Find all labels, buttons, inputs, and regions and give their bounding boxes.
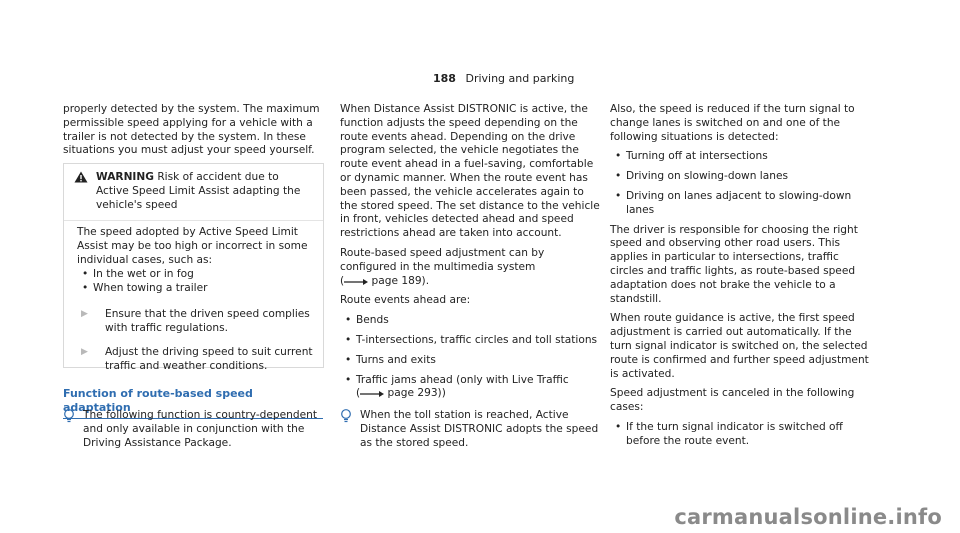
warning-triangle-icon (74, 171, 96, 212)
warning-title-text: Risk of accident due to Active Speed Limit Assist adapting the vehicle's speed (96, 171, 301, 211)
page-reference-link[interactable]: page 293)) (387, 387, 446, 400)
warning-label: WARNING (96, 171, 154, 183)
warning-box (63, 163, 324, 372)
play-arrow-icon: ▶ (81, 346, 88, 357)
page-reference-arrow-icon (360, 389, 384, 397)
list-item: • If the turn signal indicator is switched off before the route event. (610, 421, 872, 449)
paragraph: When Distance Assist DISTRONIC is active, the function adjusts the speed depending on the route events ahead. Depending on the drive program selected, the vehicle negotiates the route event ahead in a fuel-saving, comfortable or dynamic manner. When the route event has been passed, the vehicle accelerates again to the stored speed. The set distance to the vehicle in front, vehicles detected ahead and speed restrictions ahead are taken into account. (340, 103, 600, 240)
page-number: 188 (433, 72, 456, 85)
note-block (340, 409, 602, 450)
play-arrow-icon: ▶ (81, 309, 88, 320)
warning-list (77, 268, 313, 296)
warning-body-text: The speed adopted by Active Speed Limit Assist may be too high or incorrect in some individual cases, such as: (77, 226, 308, 266)
note-text: The following function is country-dependent and only available in conjunction with the Driving Assistance Package. (83, 409, 317, 449)
cancel-cases-list (610, 421, 872, 449)
warning-step (77, 308, 313, 336)
paragraph: Route events ahead are: (340, 294, 471, 307)
column-1 (63, 103, 325, 158)
list-item: • In the wet or in fog (77, 268, 313, 282)
warning-body (64, 221, 323, 373)
paragraph: Route-based speed adjustment can by configured in the multimedia system ( page 189). (340, 246, 545, 287)
list-item-text: Traffic jams ahead (only with Live Traffic (356, 373, 569, 386)
column-2 (340, 103, 602, 451)
warning-title (96, 171, 313, 212)
note-text: When the toll station is reached, Active Distance Assist DISTRONIC adopts the speed as the stored speed. (360, 409, 599, 449)
warning-step (77, 346, 313, 374)
column-3 (610, 103, 872, 449)
list-item: • Turns and exits (340, 354, 602, 368)
situations-list (610, 150, 872, 217)
intro-paragraph: properly detected by the system. The maximum permissible speed applying for a vehicle with a trailer is not detected by the system. In these situations you must adjust your speed yourself. (63, 103, 320, 157)
page-header (433, 72, 580, 86)
page-reference-link[interactable]: page 189). (371, 274, 430, 287)
list-item: • Driving on slowing-down lanes (610, 170, 872, 184)
section-name: Driving and parking (465, 72, 575, 85)
paragraph: When route guidance is active, the first speed adjustment is carried out automatically. If the turn signal indicator is switched on, the selected route is confirmed and further speed adjustment is activated. (610, 312, 869, 380)
watermark: carmanualsonline.info (674, 505, 942, 530)
list-item: • When towing a trailer (77, 282, 313, 296)
paragraph: Speed adjustment is canceled in the following cases: (610, 387, 855, 414)
note-block (63, 409, 325, 450)
page-reference-arrow-icon (344, 277, 368, 285)
warning-header (64, 164, 323, 220)
list-item: • Turning off at intersections (610, 150, 872, 164)
info-bulb-icon (340, 409, 360, 450)
list-item: • T-intersections, traffic circles and toll stations (340, 334, 602, 348)
paragraph-text: Route-based speed adjustment can by configured in the multimedia system (340, 246, 545, 273)
section-title: Function of route-based speed adaptation (63, 387, 323, 419)
paragraph: Also, the speed is reduced if the turn signal to change lanes is switched on and one of the following situations is detected: (610, 103, 855, 143)
info-bulb-icon (63, 409, 83, 450)
paragraph: The driver is responsible for choosing the right speed and observing other road users. This applies in particular to intersections, traffic circles and traffic lights, as route-based speed adaptation does not brake the vehicle to a standstill. (610, 223, 858, 305)
warning-step-text: Ensure that the driven speed complies with traffic regulations. (105, 308, 310, 335)
list-item: • Traffic jams ahead (only with Live Traffic ( page 293)) (340, 374, 602, 402)
route-events-list (340, 314, 602, 401)
warning-step-text: Adjust the driving speed to suit current traffic and weather conditions. (105, 345, 313, 372)
list-item: • Bends (340, 314, 602, 328)
list-item: • Driving on lanes adjacent to slowing-down lanes (610, 190, 872, 218)
